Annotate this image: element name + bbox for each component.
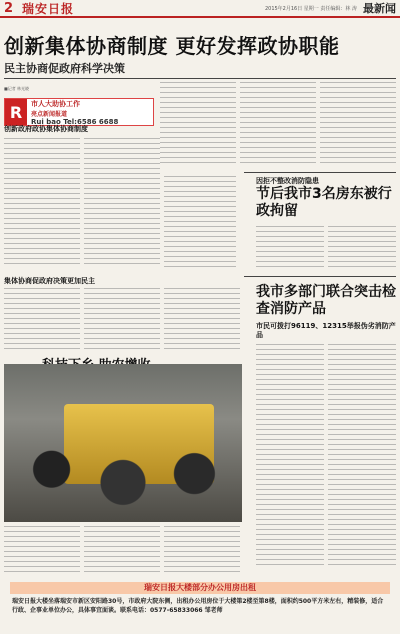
divider [244,172,396,173]
divider [244,276,396,277]
hotline-logo: R [5,99,27,125]
article-text-column [4,526,80,576]
article-text-column [164,176,236,270]
main-subhead: 民主协商促政府科学决策 [4,62,125,75]
right-story-title: 节后我市3名房东被行政拘留 [256,186,392,219]
hotline-line1: 市人大助协工作 [31,99,80,108]
article-text-column [84,138,160,270]
right-story-subtitle: 市民可拨打96119、12315举报伪劣消防产品 [256,322,396,339]
article-text-column [256,344,324,574]
byline: ■记者 林光晓 [4,86,30,91]
page-number: 2 [4,0,14,16]
right-story-title: 我市多部门联合突击检查消防产品 [256,284,396,317]
news-photo [4,364,242,522]
section-name: 最新闻 [363,2,396,15]
article-text-column [328,226,396,274]
notice-title: 瑞安日报大楼部分办公用房出租 [10,582,390,594]
hotline-line3: Rui bao Tel:6586 6688 [31,117,119,126]
article-text-column [164,288,240,354]
article-text-column [84,288,160,354]
article-text-column [320,82,396,170]
main-headline: 创新集体协商制度 更好发挥政协职能 [4,34,340,58]
article-text-column [256,226,324,274]
article-text-column [160,82,236,170]
article-text-column [84,526,160,576]
right-story-kicker: 因拒不整改消防隐患 [256,177,319,185]
article-text-column [164,526,240,576]
rental-notice [10,582,390,632]
section-heading: 创新政府政协集体协商制度 [4,125,88,133]
masthead [0,0,400,18]
notice-body: 瑞安日报大楼坐落瑞安市新区安阳路30号，市政府大院东侧，出租办公用房位于大楼第2楼至第8楼，面积约500平方米左右，精装修，适合行政、企事业单位办公，具体事宜面谈。联系电话：0577-65833066 邹老师 [12,598,384,614]
hotline-line2: 亮点新闻报道 [31,110,68,118]
article-text-column [4,138,80,270]
hotline-box [4,98,154,126]
article-text-column [328,344,396,574]
paper-name: 瑞安日报 [22,1,75,16]
section-heading: 集体协商促政府决策更加民主 [4,277,95,285]
divider [4,78,396,79]
article-text-column [240,82,316,170]
crowd-shape [4,434,242,522]
article-text-column [4,288,80,354]
date-line: 2015年2月16日 星期一 责任编辑：林 涛 [264,5,357,12]
